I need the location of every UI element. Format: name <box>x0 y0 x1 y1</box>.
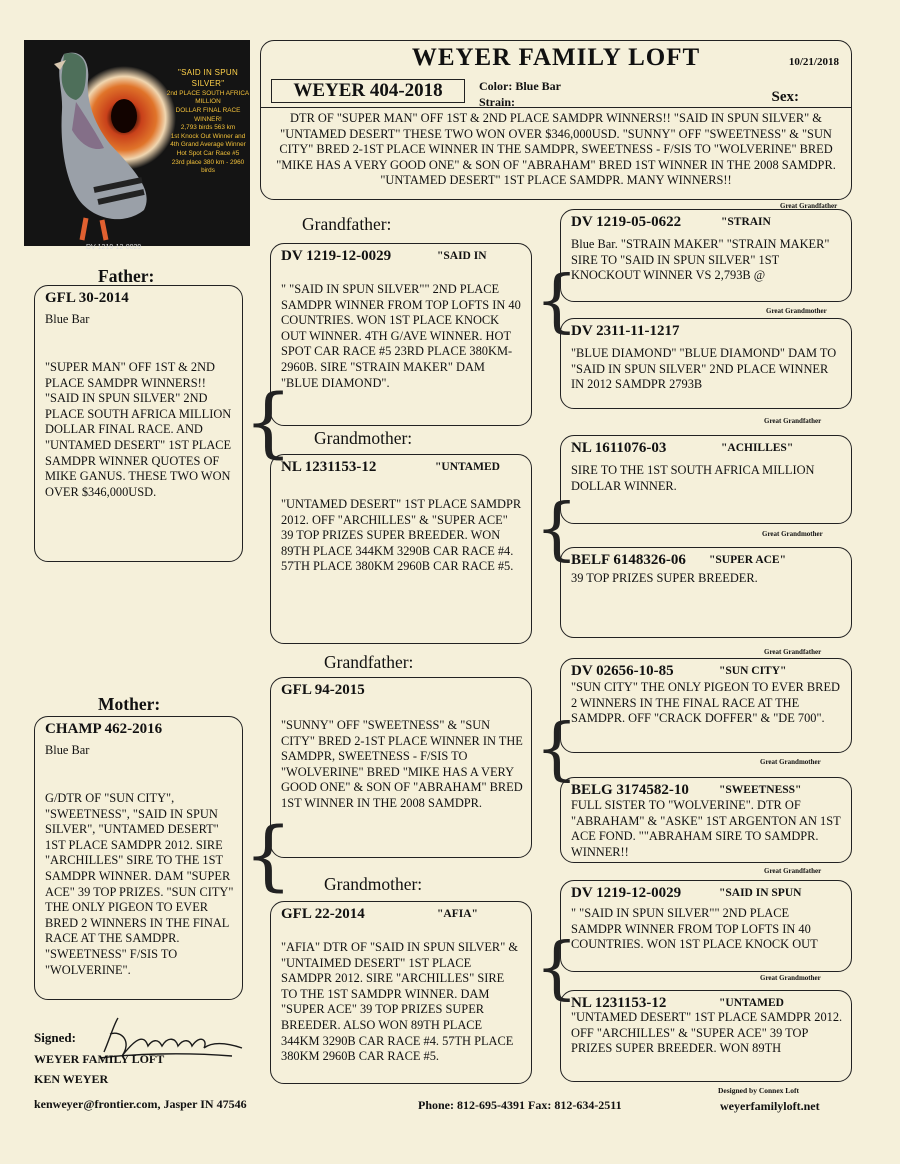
footer-loft-name: WEYER FAMILY LOFT <box>34 1052 165 1066</box>
ggp-name: "UNTAMED <box>719 997 784 1009</box>
great-grandmother-label: Great Grandmother <box>762 530 823 538</box>
ggp-name: "SUN CITY" <box>719 665 787 677</box>
great-grandmother-label: Great Grandmother <box>766 307 827 315</box>
photo-caption-line: 1st Knock Out Winner and <box>170 132 246 140</box>
photo-band-number: DV 1219-12-0029 <box>86 244 142 251</box>
brace-connector: { <box>535 490 579 569</box>
footer-email: kenweyer@frontier.com, Jasper IN 47546 <box>34 1097 247 1111</box>
ggp-description: FULL SISTER TO "WOLVERINE". DTR OF "ABRAHAM" & "ASKE" 1ST ARGENTON AN 1ST ACE FOND. ""ABRAHAM SIRE TO SAMDPR. WINNER!! <box>571 798 841 859</box>
ggp-name: "ACHILLES" <box>721 442 794 454</box>
great-grandmother-card <box>560 318 852 409</box>
father-card <box>34 285 243 562</box>
ggp-description: SIRE TO THE 1ST SOUTH AFRICA MILLION DOLLAR WINNER. <box>571 463 815 493</box>
great-grandfather-label: Great Grandfather <box>764 867 822 875</box>
ggp-ring-number: DV 2311-11-1217 <box>571 323 680 339</box>
ggp-description: "SUN CITY" THE ONLY PIGEON TO EVER BRED 2 WINNERS IN THE FINAL RACE AT THE SAMDPR. OFF "CRACK DOFFER" & "DE 700". <box>571 680 840 726</box>
brace-connector: { <box>535 929 579 1008</box>
ggp-ring-number: NL 1611076-03 <box>571 440 667 456</box>
header-divider <box>261 107 851 108</box>
grandmother-description: "UNTAMED DESERT" 1ST PLACE SAMDPR 2012. OFF "ARCHILLES" & "SUPER ACE" 39 TOP PRIZES SUPER BREEDER. WON 89TH PLACE 344KM 3290B CAR RACE #4. 57TH PLACE 380KM 2960B CAR RACE #5. <box>281 497 522 574</box>
grandmother-label: Grandmother: <box>324 874 423 894</box>
photo-caption-line: 23rd place 380 km - 2960 birds <box>171 158 245 175</box>
ggp-name: "SAID IN SPUN <box>719 887 802 899</box>
photo-caption-line: 2,793 birds 563 km <box>180 124 236 132</box>
brace-connector: { <box>535 262 579 341</box>
grandfather-label: Grandfather: <box>302 214 392 234</box>
grandfather-card <box>270 677 532 858</box>
grandfather-label: Grandfather: <box>324 652 414 672</box>
grandmother-description: "AFIA" DTR OF "SAID IN SPUN SILVER" & "UNTAIMED DESERT" 1ST PLACE SAMDPR 2012. SIRE "ARCHILLES" SIRE TO THE 1ST SAMDPR WINNER. DAM "SUPER ACE" 39 TOP PRIZES SUPER BREEDER. ALSO WON 89TH PLACE 344KM 3290B CAR RACE #4. 57TH PLACE 380KM 2960B CAR RACE #5. <box>281 940 518 1064</box>
mother-description: G/DTR OF "SUN CITY", "SWEETNESS", "SAID IN SPUN SILVER", "UNTAMED DESERT" 1ST PLACE SAMDPR 2012. SIRE "ARCHILLES" SIRE TO THE 1ST SAMDPR WINNER. DAM "SUPER ACE" 39 TOP PRIZES. "SUN CITY" THE ONLY PIGEON TO EVER BRED 2 WINNERS IN THE FINAL RACE AT THE SAMDPR. "SWEETNESS" F/SIS TO "WOLVERINE". <box>45 791 234 977</box>
photo-caption <box>164 68 252 176</box>
great-grandmother-card <box>560 990 852 1082</box>
grandfather-card <box>270 243 532 426</box>
grandmother-ring-number: GFL 22-2014 <box>281 906 365 922</box>
great-grandmother-label: Great Grandmother <box>760 758 821 766</box>
ggp-ring-number: BELG 3174582-10 <box>571 782 689 798</box>
ggp-ring-number: BELF 6148326-06 <box>571 552 686 568</box>
designed-by-credit: Designed by Connex Loft <box>718 1086 800 1095</box>
great-grandfather-card <box>560 658 852 753</box>
header-box <box>260 40 852 200</box>
mother-color: Blue Bar <box>45 743 90 757</box>
brace-connector: { <box>244 377 293 466</box>
subject-sex: Sex: <box>771 89 799 105</box>
great-grandmother-card <box>560 547 852 638</box>
ggp-description: "UNTAMED DESERT" 1ST PLACE SAMDPR 2012. OFF "ARCHILLES" & "SUPER ACE" 39 TOP PRIZES SUPER BREEDER. WON 89TH <box>571 1010 843 1056</box>
father-description: "SUPER MAN" OFF 1ST & 2ND PLACE SAMDPR WINNERS!! "SAID IN SPUN SILVER" 2ND PLACE SOUTH AFRICA MILLION DOLLAR FINAL RACE. AND "UNTAMED DESERT" 1ST PLACE SAMDPR WINNER QUOTES OF MIKE GANUS. THESE TWO WON OVER $346,000USD. <box>45 360 232 499</box>
great-grandfather-card <box>560 209 852 302</box>
grandfather-description: "SUNNY" OFF "SWEETNESS" & "SUN CITY" BRED 2-1ST PLACE WINNER IN THE SAMDPR, SWEETNESS - F/SIS TO "WOLVERINE" BRED "MIKE HAS A VERY GOOD ONE" & SON OF "ABRAHAM" BRED 1ST WINNER IN THE 2008 SAMDPR. <box>281 718 523 810</box>
signed-label: Signed: <box>34 1030 76 1045</box>
great-grandfather-card <box>560 880 852 972</box>
ggp-description: Blue Bar. "STRAIN MAKER" "STRAIN MAKER" SIRE TO "SAID IN SPUN SILVER" 1ST KNOCKOUT WINNER VS 2,793B @ <box>571 237 830 283</box>
photo-caption-line: 2nd PLACE SOUTH AFRICA MILLION <box>166 89 250 106</box>
page-title: WEYER FAMILY LOFT <box>411 44 701 71</box>
grandmother-name: "UNTAMED <box>435 461 500 473</box>
great-grandfather-label: Great Grandfather <box>764 417 822 425</box>
mother-card <box>34 716 243 1000</box>
grandmother-label: Grandmother: <box>314 428 413 448</box>
footer-website: weyerfamilyloft.net <box>720 1099 820 1113</box>
grandmother-ring-number: NL 1231153-12 <box>281 459 377 475</box>
subject-color: Color: Blue Bar <box>479 79 561 93</box>
great-grandfather-label: Great Grandfather <box>764 648 822 656</box>
ggp-ring-number: NL 1231153-12 <box>571 995 667 1011</box>
photo-caption-line: Hot Spot Car Race #5 <box>176 150 240 158</box>
footer-phone: Phone: 812-695-4391 Fax: 812-634-2511 <box>418 1098 622 1112</box>
ggp-description: 39 TOP PRIZES SUPER BREEDER. <box>571 571 758 585</box>
mother-ring-number: CHAMP 462-2016 <box>45 721 163 737</box>
photo-caption-line: DOLLAR FINAL RACE WINNER! <box>175 106 241 123</box>
subject-ring-number: WEYER 404-2018 <box>271 79 465 103</box>
grandmother-card <box>270 901 532 1084</box>
great-grandfather-label: Great Grandfather <box>780 202 838 210</box>
subject-strain: Strain: <box>479 95 515 109</box>
grandfather-ring-number: GFL 94-2015 <box>281 682 365 698</box>
ggp-ring-number: DV 1219-05-0622 <box>571 214 682 230</box>
footer-owner-name: KEN WEYER <box>34 1072 109 1086</box>
ggp-ring-number: DV 02656-10-85 <box>571 663 674 679</box>
grandfather-description: " "SAID IN SPUN SILVER"" 2ND PLACE SAMDPR WINNER FROM TOP LOFTS IN 40 COUNTRIES. WON 1ST PLACE KNOCK OUT WINNER. 4TH G/AVE WINNER. HOT SPOT CAR RACE #5 23RD PLACE 380KM-2960B. SIRE "STRAIN MAKER" DAM "BLUE DIAMOND". <box>281 282 521 390</box>
great-grandmother-card <box>560 777 852 863</box>
father-color: Blue Bar <box>45 312 90 326</box>
grandmother-name: "AFIA" <box>437 908 478 920</box>
pigeon-photo <box>24 40 250 251</box>
grandmother-card <box>270 454 532 644</box>
great-grandmother-label: Great Grandmother <box>760 974 821 982</box>
ggp-ring-number: DV 1219-12-0029 <box>571 885 682 901</box>
father-ring-number: GFL 30-2014 <box>45 290 129 306</box>
ggp-description: " "SAID IN SPUN SILVER"" 2ND PLACE SAMDPR WINNER FROM TOP LOFTS IN 40 COUNTRIES. WON 1ST PLACE KNOCK OUT <box>571 906 818 952</box>
pedigree-date: 10/21/2018 <box>788 56 839 68</box>
grandfather-ring-number: DV 1219-12-0029 <box>281 248 392 264</box>
photo-caption-title: "SAID IN SPUN SILVER" <box>177 68 239 88</box>
ggp-name: "SWEETNESS" <box>719 784 802 796</box>
ggp-description: "BLUE DIAMOND" "BLUE DIAMOND" DAM TO "SAID IN SPUN SILVER" 2ND PLACE WINNER IN 2012 SAMDPR 2793B <box>571 346 837 392</box>
brace-connector: { <box>244 810 293 899</box>
subject-description: DTR OF "SUPER MAN" OFF 1ST & 2ND PLACE SAMDPR WINNERS!! "SAID IN SPUN SILVER" & "UNTAMED DESERT" THESE TWO WON OVER $346,000USD. "SUNNY" OFF "SWEETNESS" & "SUN CITY" BRED 2-1ST PLACE WINNER IN THE SAMDPR, SWEETNESS - F/SIS TO "WOLVERINE" BRED "MIKE HAS A VERY GOOD ONE" & SON OF "ABRAHAM" BRED 1ST WINNER IN THE 2008 SAMDPR. "UNTAMED DESERT" 1ST PLACE SAMDPR. MANY WINNERS!! <box>276 111 836 188</box>
mother-label: Mother: <box>98 694 161 714</box>
ggp-name: "STRAIN <box>721 216 771 228</box>
brace-connector: { <box>535 710 579 789</box>
ggp-name: "SUPER ACE" <box>709 554 786 566</box>
grandfather-name: "SAID IN <box>437 250 487 262</box>
photo-caption-line: 4th Grand Average Winner <box>170 141 246 149</box>
father-label: Father: <box>98 266 155 286</box>
great-grandfather-card <box>560 435 852 524</box>
